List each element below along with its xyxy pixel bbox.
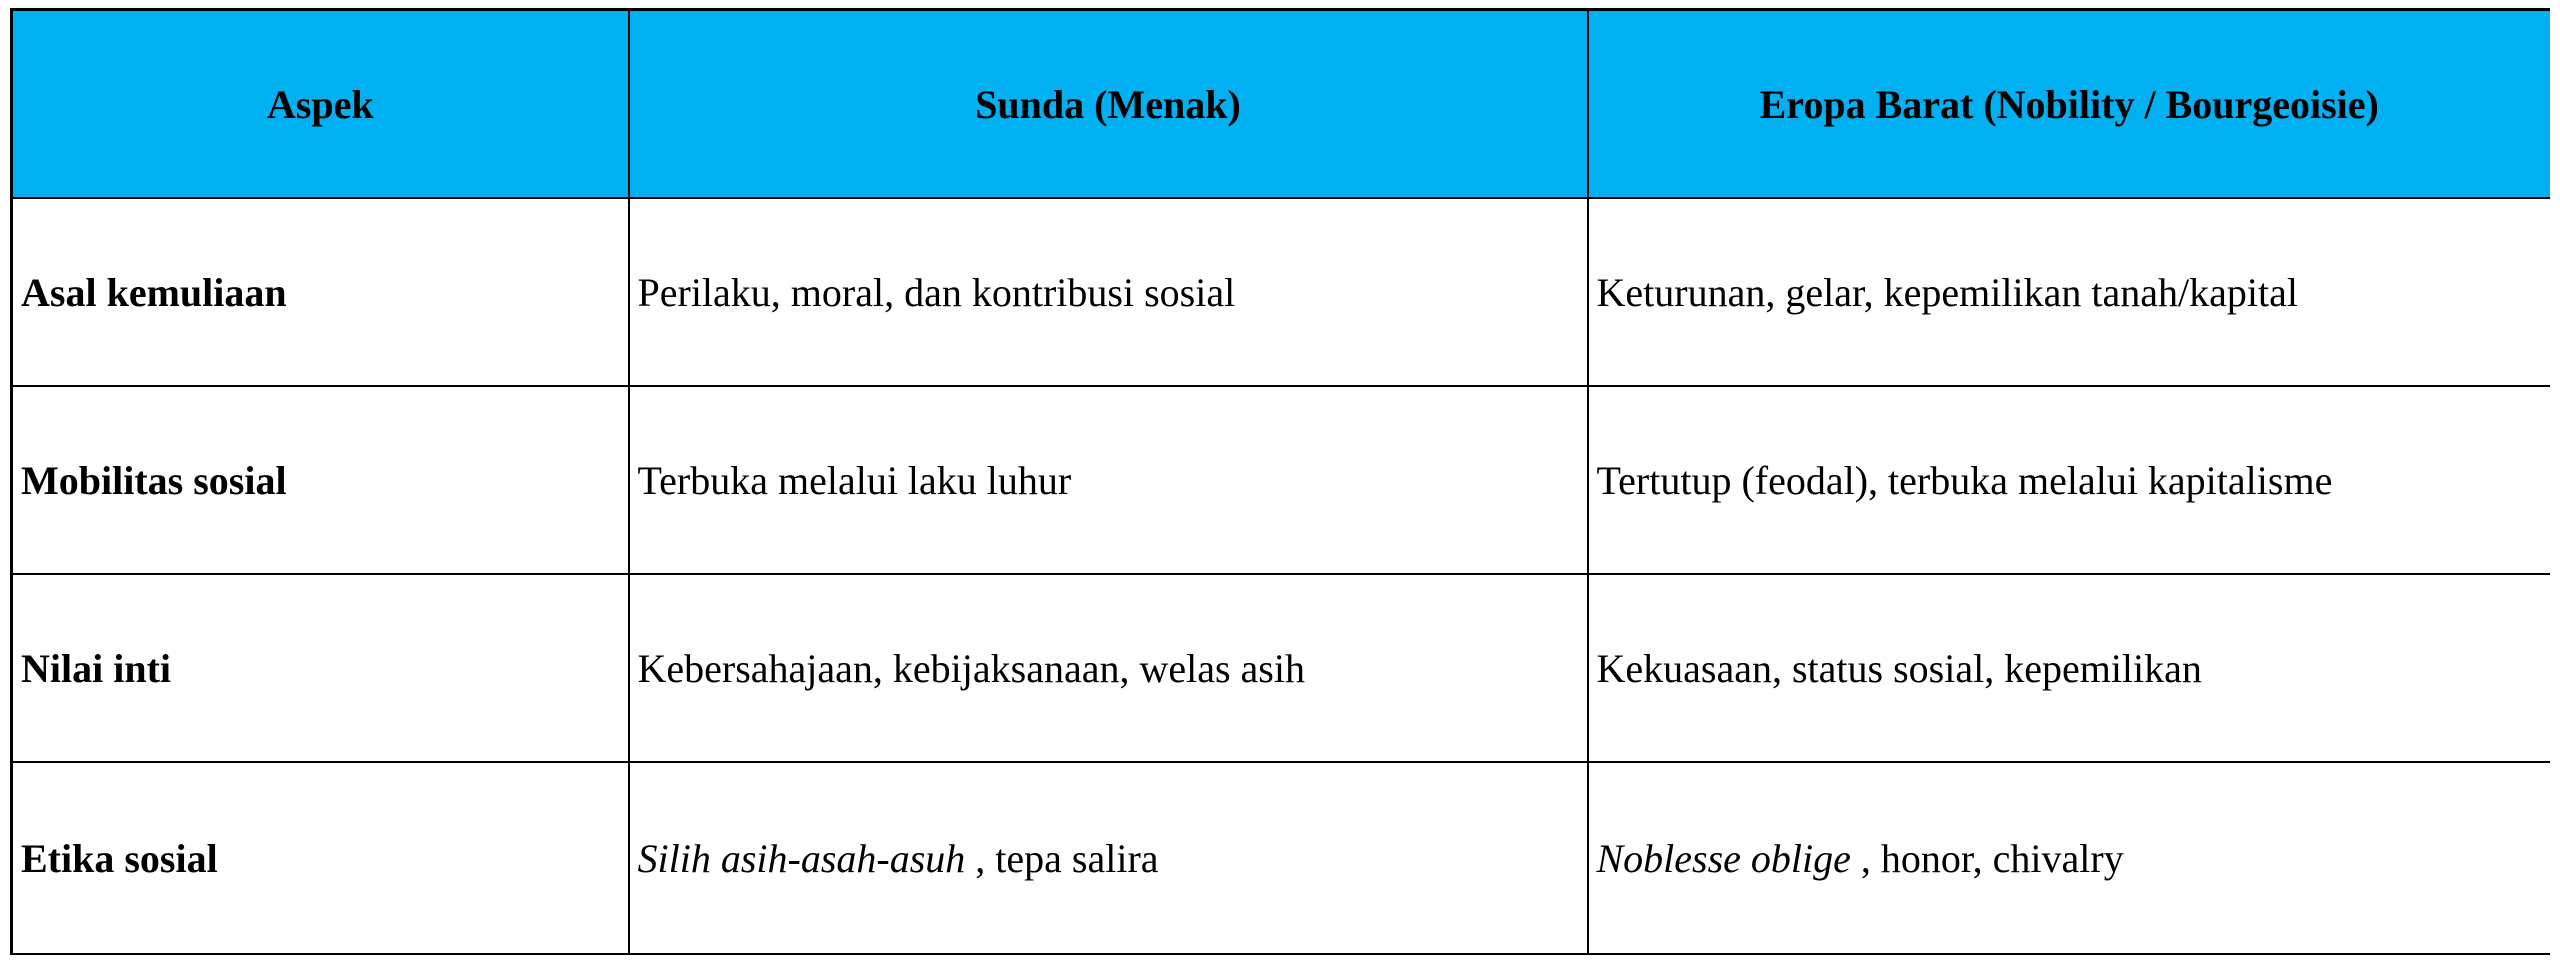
cell-text: , tepa salira [965, 835, 1159, 881]
row-aspect-cell: Mobilitas sosial [12, 386, 629, 574]
table-header-row [12, 10, 2551, 199]
row-eropa-cell: Keturunan, gelar, kepemilikan tanah/kapital [1588, 198, 2551, 386]
italic-term: Noblesse oblige [1596, 835, 1851, 881]
table-row [12, 574, 2551, 762]
row-eropa-cell: Tertutup (feodal), terbuka melalui kapitalisme [1588, 386, 2551, 574]
row-sunda-cell: Perilaku, moral, dan kontribusi sosial [629, 198, 1588, 386]
header-aspek: Aspek [12, 10, 629, 199]
row-sunda-cell [629, 762, 1588, 954]
table-row [12, 762, 2551, 954]
italic-term: Silih asih-asah-asuh [637, 835, 966, 881]
table-row [12, 198, 2551, 386]
header-sunda: Sunda (Menak) [629, 10, 1588, 199]
row-aspect-cell: Etika sosial [12, 762, 629, 954]
row-eropa-cell [1588, 762, 2551, 954]
comparison-table-container [10, 8, 2550, 964]
cell-text: , honor, chivalry [1850, 835, 2124, 881]
comparison-table [10, 8, 2550, 955]
row-sunda-cell: Terbuka melalui laku luhur [629, 386, 1588, 574]
row-aspect-cell: Nilai inti [12, 574, 629, 762]
table-row [12, 386, 2551, 574]
header-eropa: Eropa Barat (Nobility / Bourgeoisie) [1588, 10, 2551, 199]
row-sunda-cell: Kebersahajaan, kebijaksanaan, welas asih [629, 574, 1588, 762]
row-eropa-cell: Kekuasaan, status sosial, kepemilikan [1588, 574, 2551, 762]
row-aspect-cell: Asal kemuliaan [12, 198, 629, 386]
